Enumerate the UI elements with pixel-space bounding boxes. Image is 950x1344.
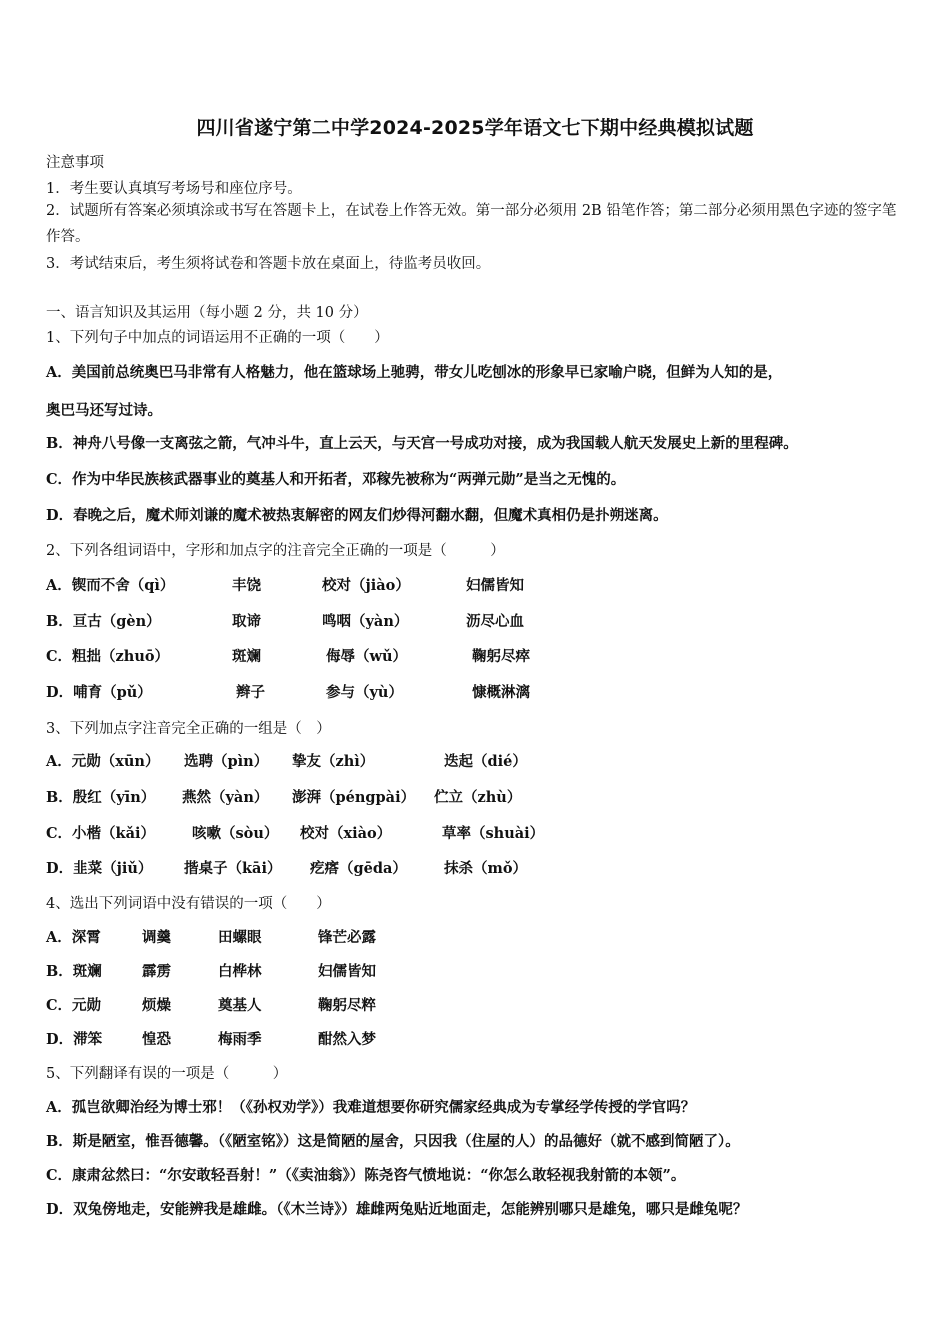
option-a: A．锲而不舍（qì） [46, 577, 175, 594]
option-word: 校对（jiào） [322, 577, 410, 594]
option-word: 揩桌子（kāi） [184, 860, 282, 877]
option-word: 霹雳 [142, 963, 171, 980]
notice-item: 2．试题所有答案必须填涂或书写在答题卡上，在试卷上作答无效。第一部分必须用 2B 铅笔作答；第二部分必须用黑色字迹的签字笔作答。 [46, 203, 897, 245]
option-a: A．美国前总统奥巴马非常有人格魅力，他在篮球场上驰骋，带女儿吃刨冰的形象早已家喻户晓，但鲜为人知的是， [46, 364, 783, 381]
option-b: B．殷红（yīn） [46, 789, 156, 806]
option-d: D．哺育（pǔ） [46, 684, 152, 701]
option-word: 侮辱（wǔ） [326, 648, 408, 665]
option-word: 梅雨季 [218, 1031, 262, 1048]
option-word: 奠基人 [218, 997, 262, 1014]
option-word: 慷概淋漓 [472, 684, 530, 701]
option-word: 鞠躬尽瘁 [472, 648, 530, 665]
section-heading: 一、语言知识及其运用（每小题 2 分，共 10 分） [46, 305, 368, 321]
option-d: D．春晚之后，魔术师刘谦的魔术被热衷解密的网友们炒得河翻水翻，但魔术真相仍是扑朔迷离。 [46, 507, 668, 524]
question-stem: 4、选出下列词语中没有错误的一项（ ） [46, 896, 331, 912]
option-word: 妇儒皆知 [466, 577, 524, 594]
option-word: 辫子 [236, 684, 265, 701]
option-word: 沥尽心血 [466, 613, 524, 630]
option-d: D．滞笨 [46, 1031, 103, 1048]
option-word: 选聘（pìn） [184, 753, 269, 770]
option-word: 鞠躬尽粹 [318, 997, 376, 1014]
option-word: 挚友（zhì） [292, 753, 375, 770]
option-c: C．作为中华民族核武器事业的奠基人和开拓者，邓稼先被称为“两弹元勋”是当之无愧的。 [46, 471, 626, 488]
option-a-continued: 奥巴马还写过诗。 [46, 402, 162, 419]
option-word: 惶恐 [142, 1031, 171, 1048]
option-b: B．亘古（gèn） [46, 613, 161, 630]
option-word: 锋芒必露 [318, 929, 376, 946]
option-word: 澎湃（péngpài） [292, 789, 416, 806]
option-a: A．元勋（xūn） [46, 753, 160, 770]
notice-item: 3．考试结束后，考生须将试卷和答题卡放在桌面上，待监考员收回。 [46, 256, 491, 272]
option-a: A．深霄 [46, 929, 101, 946]
option-word: 白桦林 [218, 963, 262, 980]
option-c: C．小楷（kǎi） [46, 825, 155, 842]
option-word: 抹杀（mǒ） [444, 860, 528, 877]
option-word: 咳嗽（sòu） [192, 825, 279, 842]
option-word: 疙瘩（gēda） [310, 860, 407, 877]
notice-item: 1．考生要认真填写考场号和座位序号。 [46, 181, 302, 197]
option-word: 妇儒皆知 [318, 963, 376, 980]
question-stem: 3、下列加点字注音完全正确的一组是（ ） [46, 721, 331, 737]
option-c: C．粗拙（zhuō） [46, 648, 170, 665]
exam-title: 四川省遂宁第二中学2024-2025学年语文七下期中经典模拟试题 [196, 117, 754, 139]
question-stem: 1、下列句子中加点的词语运用不正确的一项（ ） [46, 330, 389, 346]
option-d: D．双兔傍地走，安能辨我是雄雌。（《木兰诗》）雄雌两兔贴近地面走，怎能辨别哪只是雄兔，哪只是雌兔呢？ [46, 1201, 748, 1218]
option-word: 田螺眼 [218, 929, 262, 946]
option-a: A．孤岂欲卿治经为博士邪！（《孙权劝学》）我难道想要你研究儒家经典成为专掌经学传授的学官吗？ [46, 1099, 696, 1116]
option-word: 迭起（dié） [444, 753, 527, 770]
option-word: 酣然入梦 [318, 1031, 376, 1048]
option-word: 斑斓 [232, 648, 261, 665]
option-word: 鸣咽（yàn） [322, 613, 409, 630]
option-word: 伫立（zhù） [434, 789, 522, 806]
option-word: 燕然（yàn） [182, 789, 269, 806]
option-b: B．神舟八号像一支离弦之箭，气冲斗牛，直上云天，与天宫一号成功对接，成为我国载人航天发展史上新的里程碑。 [46, 435, 798, 452]
option-d: D．韭菜（jiǔ） [46, 860, 153, 877]
option-b: B．斑斓 [46, 963, 102, 980]
option-b: B．斯是陋室，惟吾德馨。（《陋室铭》）这是简陋的屋舍，只因我（住屋的人）的品德好（就不感到简陋了）。 [46, 1133, 740, 1150]
option-word: 参与（yù） [326, 684, 403, 701]
question-stem: 5、下列翻译有误的一项是（ ） [46, 1066, 288, 1082]
option-word: 取谛 [232, 613, 261, 630]
option-word: 草率（shuài） [442, 825, 545, 842]
option-c: C．康肃忿然曰：“尔安敢轻吾射！”（《卖油翁》）陈尧咨气愤地说：“你怎么敢轻视我射箭的本领”。 [46, 1167, 686, 1184]
option-c: C．元勋 [46, 997, 102, 1014]
option-word: 调羹 [142, 929, 171, 946]
question-stem: 2、下列各组词语中，字形和加点字的注音完全正确的一项是（ ） [46, 543, 505, 559]
option-word: 校对（xiào） [300, 825, 392, 842]
notice-heading: 注意事项 [46, 155, 104, 171]
option-word: 丰饶 [232, 577, 261, 594]
option-word: 烦燥 [142, 997, 171, 1014]
